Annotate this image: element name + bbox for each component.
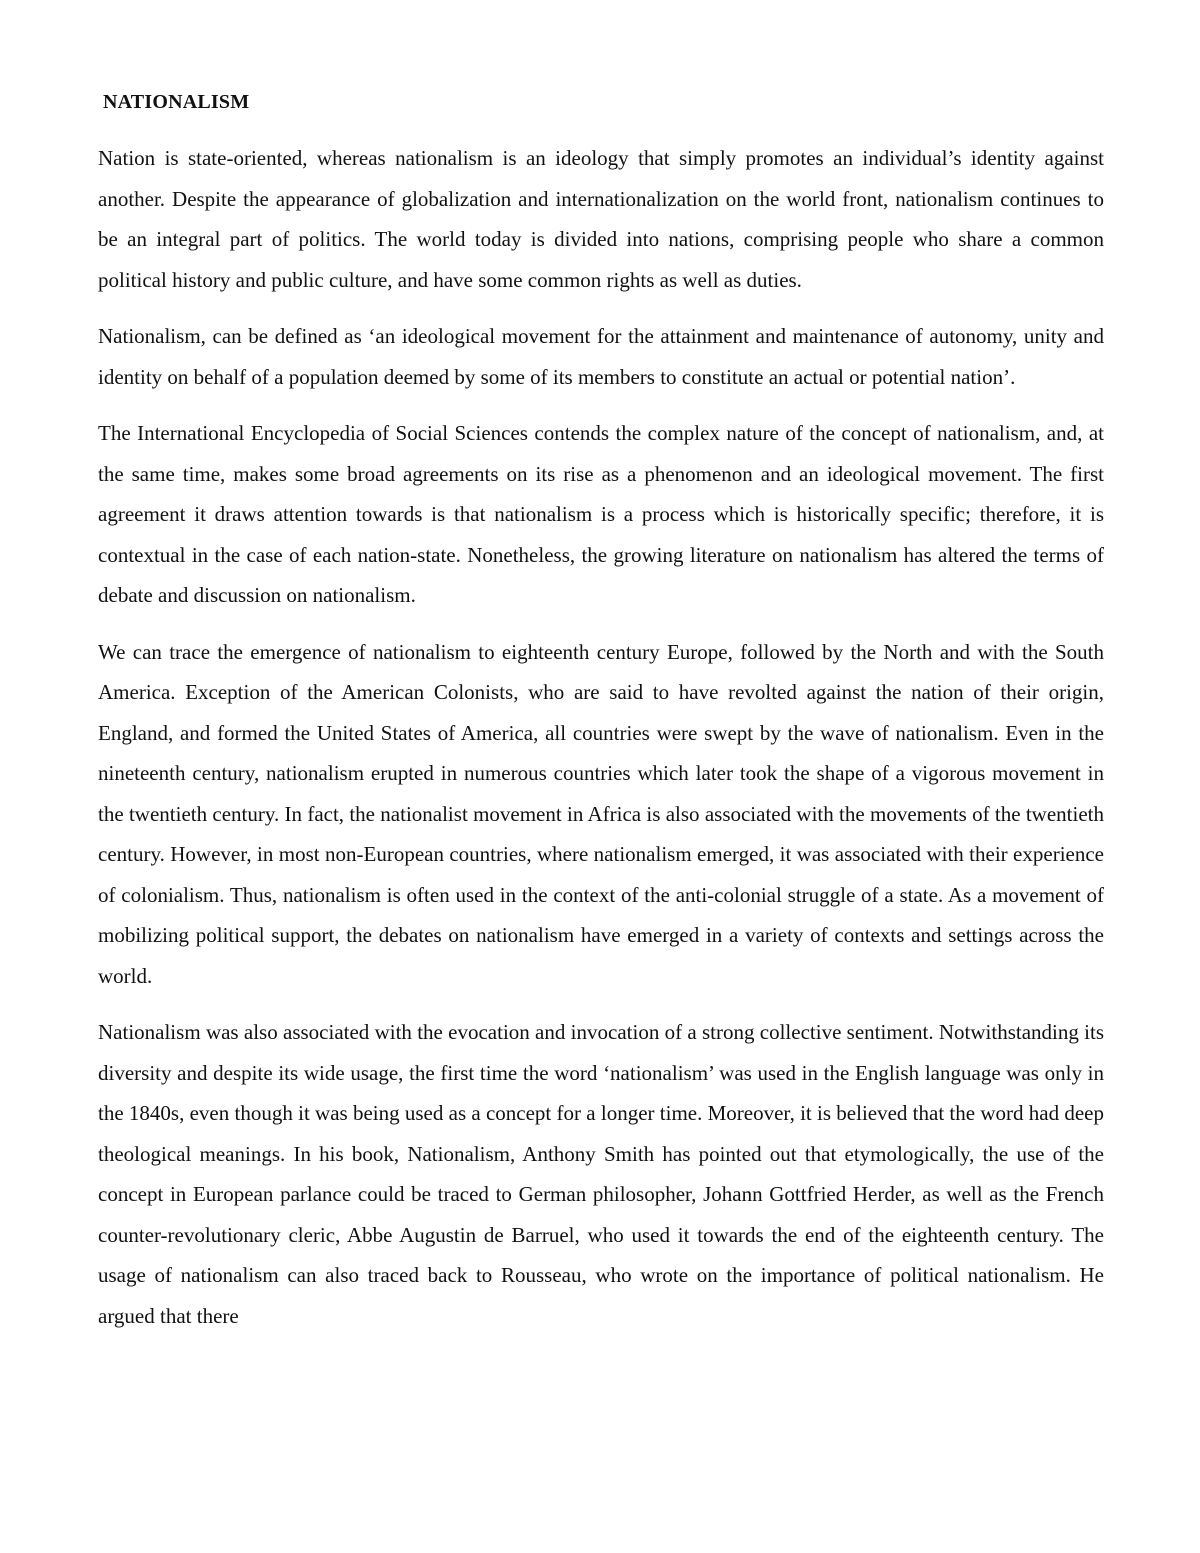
document-body bbox=[98, 86, 1104, 1352]
paragraph-encyclopedia: The International Encyclopedia of Social Sciences contends the complex nature of the concept of nationalism, and, at the same time, makes some broad agreements on its rise as a phenomenon and an ideological movement. The first agreement it draws attention towards is that nationalism is a process which is historically specific; therefore, it is contextual in the case of each nation-state. Nonetheless, the growing literature on nationalism has altered the terms of debate and discussion on nationalism. bbox=[98, 421, 1104, 607]
paragraph-collective-sentiment: Nationalism was also associated with the evocation and invocation of a strong collective sentiment. Notwithstanding its diversity and despite its wide usage, the first time the word ‘nationalism’ was used in the English language was only in the 1840s, even though it was being used as a concept for a longer time. Moreover, it is believed that the word had deep theological meanings. In his book, Nationalism, Anthony Smith has pointed out that etymologically, the use of the concept in European parlance could be traced to German philosopher, Johann Gottfried Herder, as well as the French counter-revolutionary cleric, Abbe Augustin de Barruel, who used it towards the end of the eighteenth century. The usage of nationalism can also traced back to Rousseau, who wrote on the importance of political nationalism. He argued that there bbox=[98, 1020, 1104, 1328]
page-title: NATIONALISM bbox=[103, 91, 250, 113]
paragraph-emergence: We can trace the emergence of nationalism to eighteenth century Europe, followed by the North and with the South America. Exception of the American Colonists, who are said to have revolted against the nation of their origin, England, and formed the United States of America, all countries were swept by the wave of nationalism. Even in the nineteenth century, nationalism erupted in numerous countries which later took the shape of a vigorous movement in the twentieth century. In fact, the nationalist movement in Africa is also associated with the movements of the twentieth century. However, in most non-European countries, where nationalism emerged, it was associated with their experience of colonialism. Thus, nationalism is often used in the context of the anti-colonial struggle of a state. As a movement of mobilizing political support, the debates on nationalism have emerged in a variety of contexts and settings across the world. bbox=[98, 639, 1104, 988]
paragraph-nationalism-definition: Nationalism, can be defined as ‘an ideological movement for the attainment and maintenance of autonomy, unity and identity on behalf of a population deemed by some of its members to constitute an actual or potential nation’. bbox=[98, 324, 1104, 389]
paragraph-nation-definition: Nation is state-oriented, whereas nationalism is an ideology that simply promotes an individual’s identity against another. Despite the appearance of globalization and internationalization on the world front, nationalism continues to be an integral part of politics. The world today is divided into nations, comprising people who share a common political history and public culture, and have some common rights as well as duties. bbox=[98, 146, 1104, 292]
